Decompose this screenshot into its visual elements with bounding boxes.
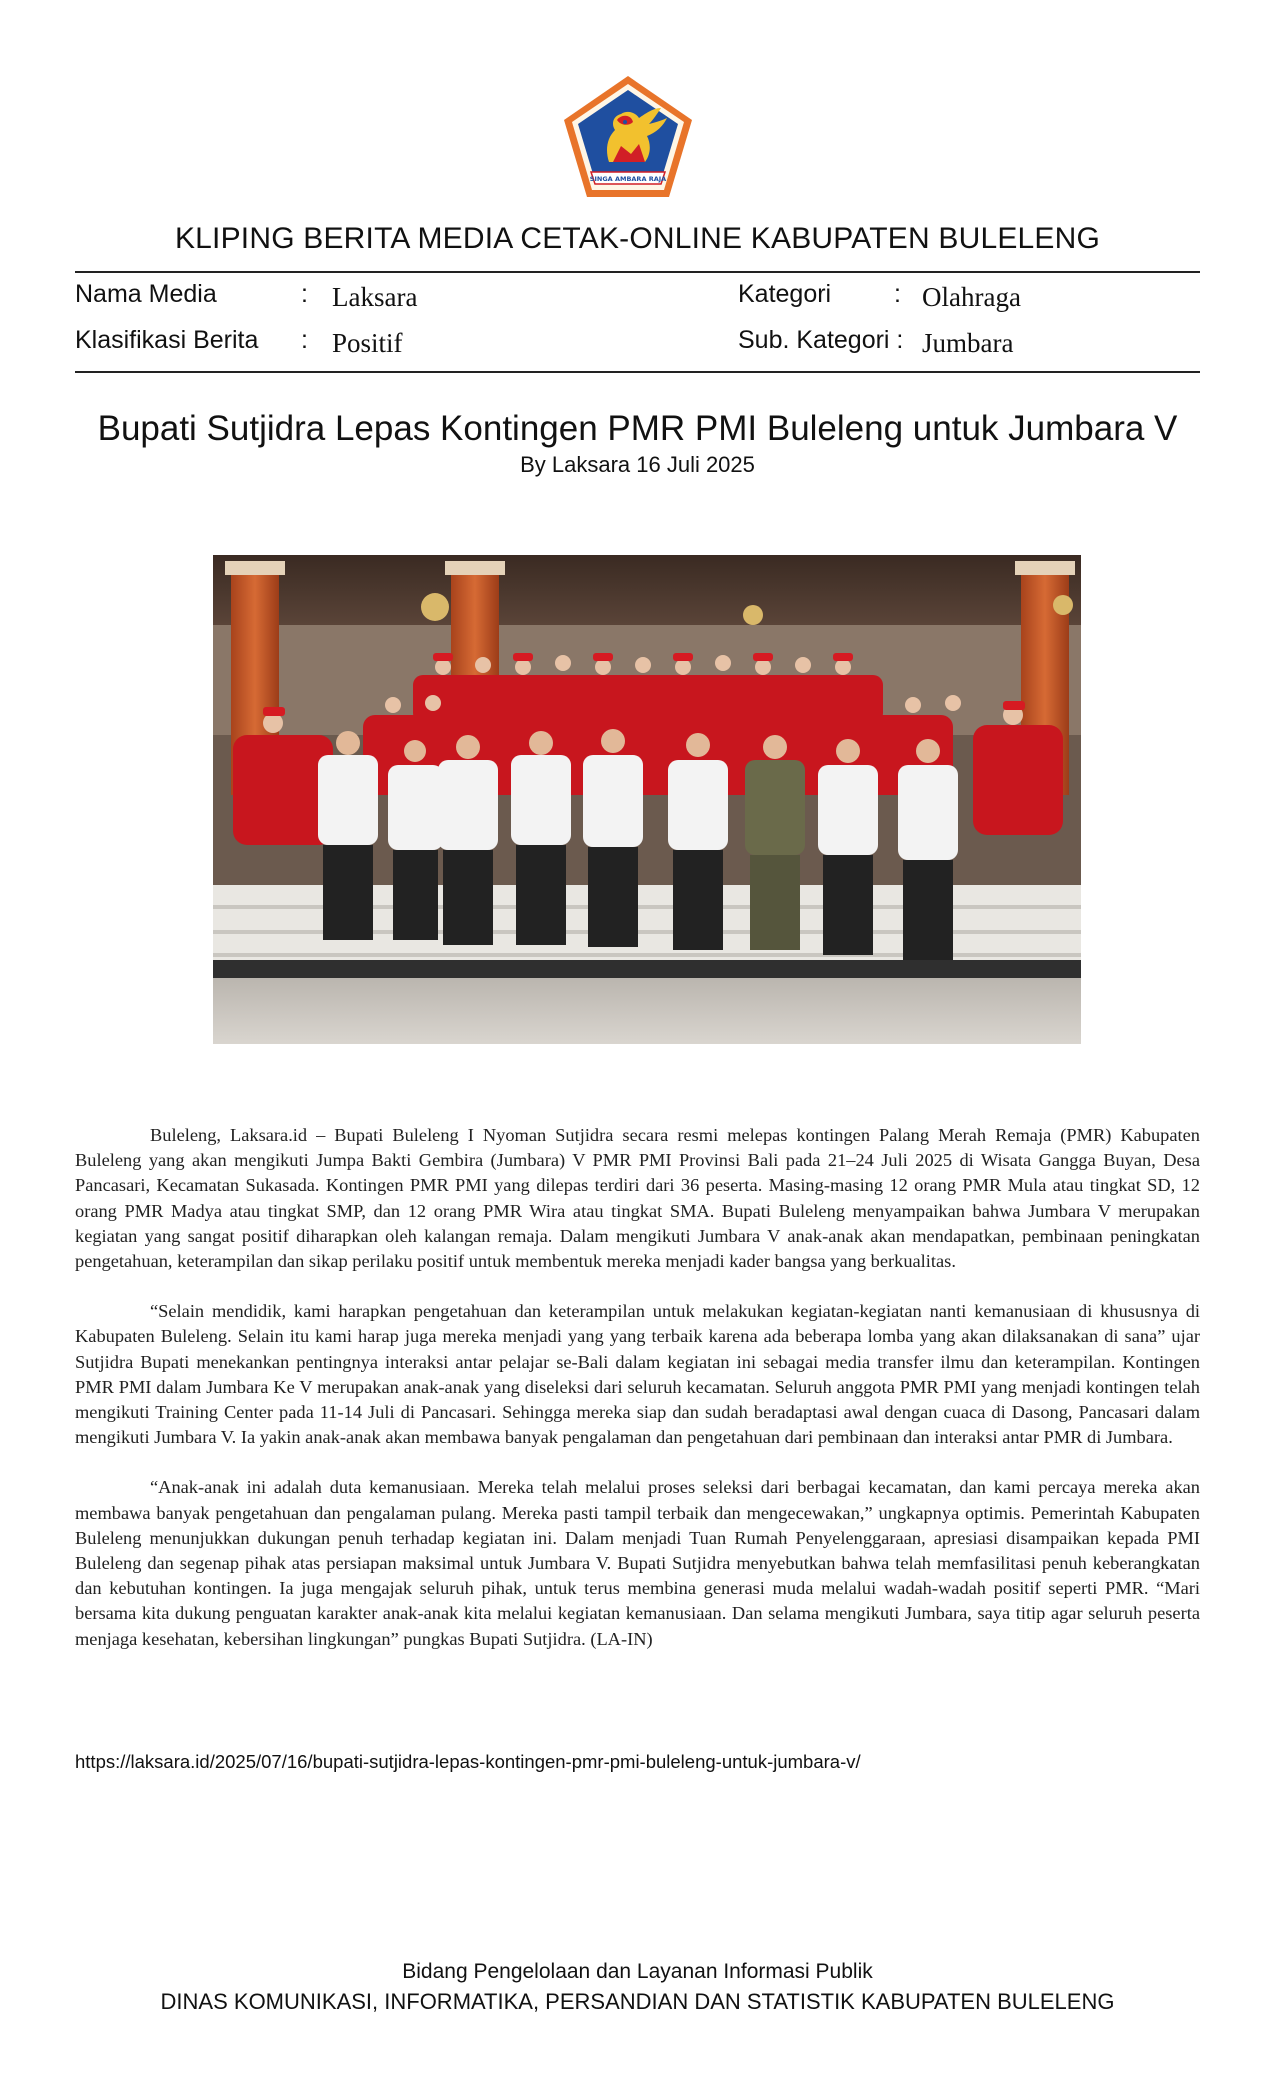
klasifikasi-berita-label: Klasifikasi Berita — [75, 326, 259, 354]
buleleng-emblem-logo — [561, 74, 695, 200]
klasifikasi-berita-colon: : — [301, 326, 308, 354]
klasifikasi-berita-value: Positif — [332, 328, 403, 358]
emblem-ribbon-text: SINGA AMBARA RAJA — [589, 175, 667, 183]
article-paragraph-3: “Anak-anak ini adalah duta kemanusiaan. Mereka telah melalui proses seleksi dari berbagai kecamatan, dan kami percaya mereka akan membawa banyak pengetahuan dan pengalaman pulang. Mereka pasti tampil terbaik dan mengecewakan,” ungkapnya optimis. Pemerintah Kabupaten Buleleng menunjukkan dukungan penuh terhadap kegiatan ini. Dalam menjadi Tuan Rumah Penyelenggaraan, apresiasi disampaikan kepada PMI Buleleng dan segenap pihak atas persiapan maksimal untuk Jumbara V. Bupati Sutjidra menyebutkan bahwa telah memfasilitasi penuh keberangkatan dan kebutuhan kontingen. Ia juga mengajak seluruh pihak, untuk terus membina generasi muda melalui wadah-wadah positif seperti PMR. “Mari bersama kita dukung penguatan karakter anak-anak kita melalui kegiatan kemanusiaan. Dan selama mengikuti Jumbara, saya titip agar seluruh peserta menjaga kesehatan, kebersihan lingkungan” pungkas Bupati Sutjidra. (LA-IN) — [75, 1477, 1200, 1649]
kategori-value: Olahraga — [922, 282, 1021, 312]
nama-media-colon: : — [301, 280, 308, 308]
header-bottom-rule — [75, 371, 1200, 373]
footer-department: Bidang Pengelolaan dan Layanan Informasi Publik — [402, 1960, 873, 1983]
article-paragraph-2: “Selain mendidik, kami harapkan pengetahuan dan keterampilan untuk melakukan kegiatan-kegiatan nanti kemanusiaan di khususnya di Kabupaten Buleleng. Selain itu kami harap juga mereka menjadi yang yang terbaik karena ada beberapa lomba yang akan dilaksanakan di sana” ujar Sutjidra Bupati menekankan pentingnya interaksi antar pelajar se-Bali dalam kegiatan ini sebagai media transfer ilmu dan keterampilan. Kontingen PMR PMI dalam Jumbara Ke V merupakan anak-anak yang diseleksi dari seluruh kecamatan. Seluruh anggota PMR PMI yang menjadi kontingen telah mengikuti Training Center pada 11-14 Juli di Pancasari. Sehingga mereka siap dan sudah beradaptasi awal dengan cuaca di Dasong, Pancasari dalam mengikuti Jumbara V. Ia yakin anak-anak akan membawa banyak pengalaman dan pengetahuan dari pembinaan dan interaksi antar PMR di Jumbara. — [75, 1301, 1200, 1448]
article-body — [75, 1123, 1200, 1677]
footer-agency: DINAS KOMUNIKASI, INFORMATIKA, PERSANDIAN DAN STATISTIK KABUPATEN BULELENG — [160, 1989, 1115, 2014]
sub-kategori-value: Jumbara — [922, 328, 1014, 358]
header-top-rule — [75, 271, 1200, 273]
source-url: https://laksara.id/2025/07/16/bupati-sutjidra-lepas-kontingen-pmr-pmi-buleleng-untuk-jumbara-v/ — [75, 1751, 861, 1772]
clipping-header-title: KLIPING BERITA MEDIA CETAK-ONLINE KABUPATEN BULELENG — [174, 222, 1101, 255]
sub-kategori-label: Sub. Kategori : — [738, 326, 904, 354]
article-paragraph-1: Buleleng, Laksara.id – Bupati Buleleng I Nyoman Sutjidra secara resmi melepas kontingen Palang Merah Remaja (PMR) Kabupaten Buleleng yang akan mengikuti Jumpa Bakti Gembira (Jumbara) V PMR PMI Provinsi Bali pada 21–24 Juli 2025 di Wisata Gangga Buyan, Desa Pancasari, Kecamatan Sukasada. Kontingen PMR PMI yang dilepas terdiri dari 36 peserta. Masing-masing 12 orang PMR Mula atau tingkat SD, 12 orang PMR Madya atau tingkat SMP, dan 12 orang PMR Wira atau tingkat SMA. Bupati Buleleng menyampaikan bahwa Jumbara V merupakan kegiatan yang sangat positif diharapkan oleh kalangan remaja. Dalam mengikuti Jumbara V anak-anak akan mendapatkan, pembinaan peningkatan pengetahuan, keterampilan dan sikap perilaku positif untuk membentuk mereka menjadi kader bangsa yang berkualitas. — [75, 1125, 1200, 1272]
nama-media-label: Nama Media — [75, 280, 217, 308]
kategori-label: Kategori — [738, 280, 832, 308]
article-byline: By Laksara 16 Juli 2025 — [520, 452, 755, 477]
kategori-colon: : — [894, 280, 901, 308]
article-title: Bupati Sutjidra Lepas Kontingen PMR PMI Buleleng untuk Jumbara V — [97, 409, 1178, 448]
group-photo — [213, 555, 1081, 1044]
nama-media-value: Laksara — [332, 282, 418, 312]
